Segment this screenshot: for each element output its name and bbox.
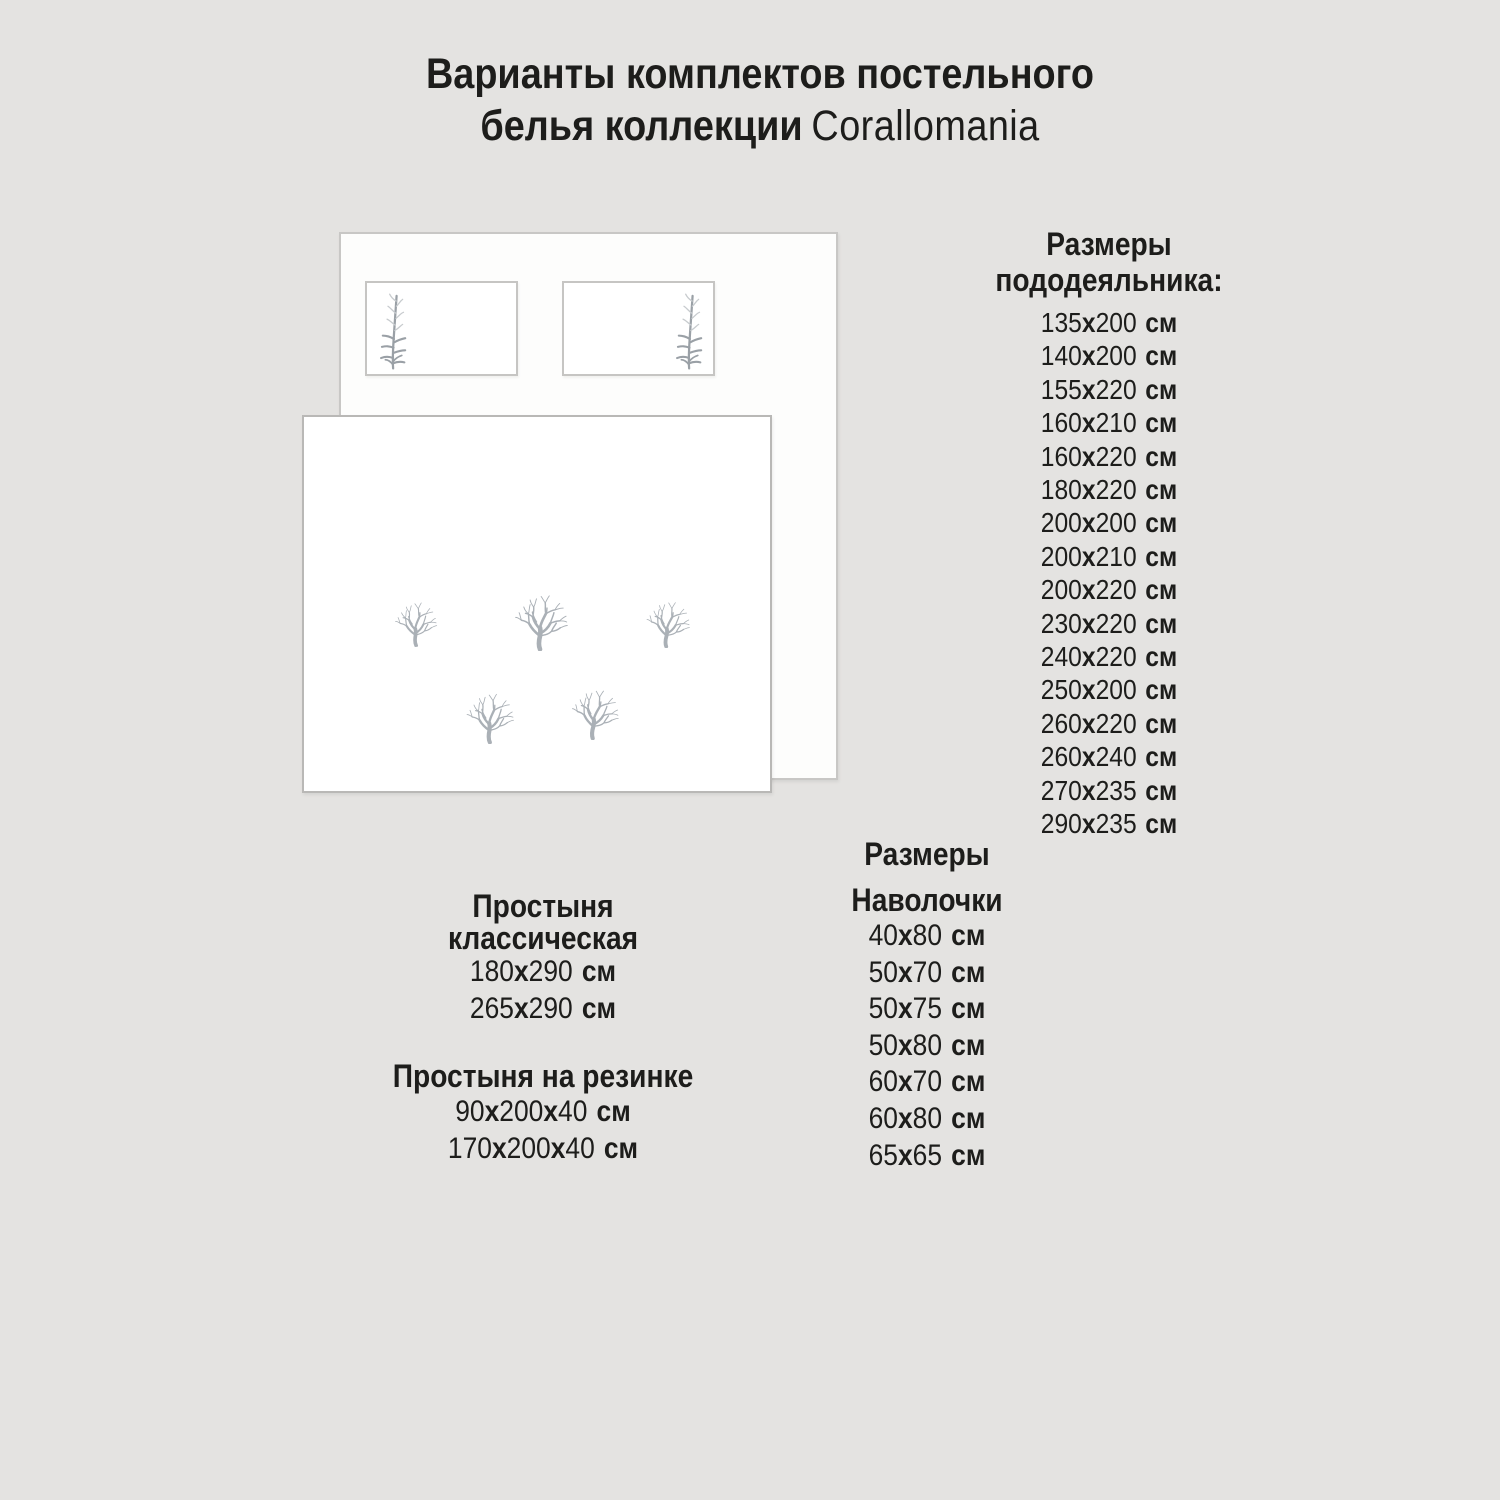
- size-row: 50x70 см: [868, 955, 986, 989]
- coral-motif: [462, 691, 516, 745]
- coral-sprig-motif: [670, 289, 710, 371]
- title-line-1: Варианты комплектов постельного: [425, 50, 1095, 98]
- title-line-2-text: белья коллекции: [480, 102, 803, 150]
- pillowcase-sizes-heading: Размеры: [864, 836, 990, 872]
- coral-motif: [567, 687, 622, 742]
- size-row: 200x200 см: [1040, 507, 1178, 539]
- size-row: 160x220 см: [1040, 440, 1178, 472]
- size-row: 155x220 см: [1040, 373, 1178, 405]
- pillow-left-drawing: [365, 281, 518, 376]
- size-row: 200x220 см: [1040, 574, 1178, 606]
- size-row: 200x210 см: [1040, 540, 1178, 572]
- coral-motif: [391, 600, 439, 648]
- classic-sheet-sizes-list: [389, 954, 697, 1027]
- fitted-sheet-heading: Простыня на резинке: [392, 1058, 694, 1095]
- size-row: 250x200 см: [1040, 674, 1178, 706]
- size-row: 240x220 см: [1040, 641, 1178, 673]
- size-row: 50x80 см: [868, 1028, 986, 1062]
- size-row: 135x200 см: [1040, 307, 1178, 338]
- classic-sheet-heading: Простыня классическая: [447, 888, 639, 956]
- title-line-2: [109, 100, 1411, 152]
- duvet-sizes-heading: Размеры пододеяльника:: [995, 226, 1223, 298]
- size-row: 160x210 см: [1040, 407, 1178, 439]
- page-title: [20, 48, 1500, 152]
- size-row: 180x290 см: [469, 955, 617, 988]
- size-row: 180x220 см: [1040, 474, 1178, 506]
- coral-motif: [511, 593, 569, 651]
- size-row: 40x80 см: [868, 919, 986, 952]
- duvet-sizes-list: [947, 306, 1271, 841]
- size-row: 50x75 см: [868, 992, 986, 1026]
- pillowcase-sizes-section: [752, 836, 1102, 1174]
- sheet-sizes-section: [368, 890, 718, 1167]
- size-row: 265x290 см: [469, 991, 617, 1025]
- pillowcase-subheading: Наволочки: [851, 882, 1003, 918]
- size-row: 170x200x40 см: [447, 1131, 639, 1165]
- size-row: 90x200x40 см: [455, 1095, 631, 1129]
- size-row: 270x235 см: [1040, 774, 1178, 806]
- flat-sheet-drawing: [302, 415, 772, 793]
- size-row: 230x220 см: [1040, 607, 1178, 639]
- pillow-right-drawing: [562, 281, 715, 376]
- size-row: 65x65 см: [868, 1138, 986, 1172]
- size-row: 60x70 см: [868, 1065, 986, 1099]
- size-row: 140x200 см: [1040, 340, 1178, 372]
- pillowcase-sizes-list: [773, 918, 1081, 1174]
- fitted-sheet-sizes-list: [389, 1094, 697, 1167]
- coral-sprig-motif: [374, 289, 414, 371]
- size-row: 60x80 см: [868, 1101, 986, 1135]
- collection-name: Corallomania: [811, 102, 1040, 150]
- size-row: 260x240 см: [1040, 741, 1178, 773]
- size-row: 260x220 см: [1040, 707, 1178, 739]
- coral-motif: [642, 599, 692, 649]
- duvet-sizes-section: [925, 226, 1293, 841]
- size-row: 290x235 см: [1040, 808, 1178, 840]
